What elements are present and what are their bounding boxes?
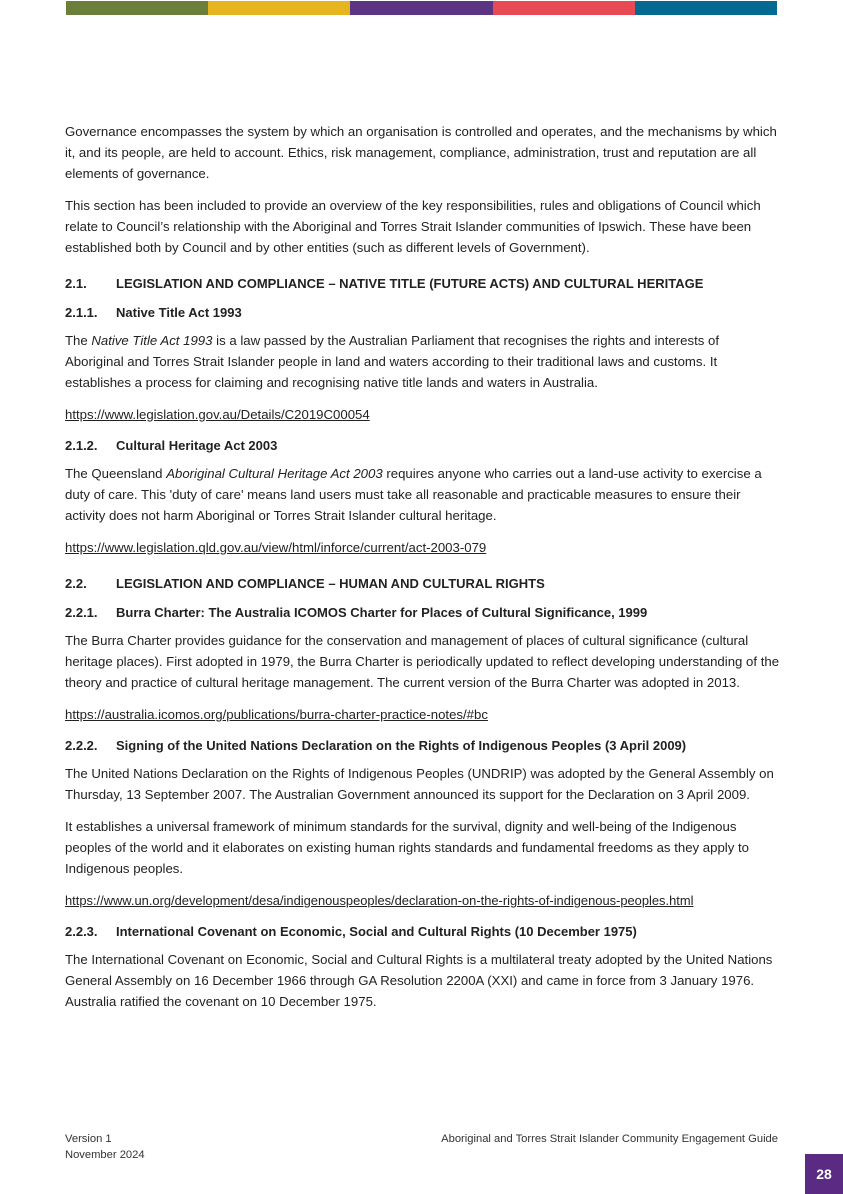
footer-date: November 2024 — [65, 1149, 145, 1161]
subsection-heading-2-2-1 — [65, 603, 780, 623]
subsection-title: Cultural Heritage Act 2003 — [116, 438, 278, 453]
subsection-number: 2.2.1. — [65, 605, 98, 620]
color-bar-segment — [635, 1, 777, 15]
section-title: LEGISLATION AND COMPLIANCE – NATIVE TITLE (FUTURE ACTS) AND CULTURAL HERITAGE — [116, 276, 704, 291]
subsection-number: 2.1.2. — [65, 438, 98, 453]
body-paragraph: The Burra Charter provides guidance for the conservation and management of places of cultural significance (cultural heritage places). First adopted in 1979, the Burra Charter is periodically updated to reflect developing understanding of the theory and practice of cultural heritage management. The current version of the Burra Charter was adopted in 2013. — [65, 633, 780, 690]
section-title: LEGISLATION AND COMPLIANCE – HUMAN AND CULTURAL RIGHTS — [116, 576, 545, 591]
footer-guide-title: Aboriginal and Torres Strait Islander Community Engagement Guide — [441, 1133, 778, 1145]
body-paragraph: The Queensland Aboriginal Cultural Heritage Act 2003 requires anyone who carries out a land-use activity to exercise a duty of care. This 'duty of care' means land users must take all reasonable and practicable measures to ensure their activity does not harm Aboriginal or Torres Strait Islander cultural heritage. — [65, 466, 762, 523]
native-title-act-link[interactable]: https://www.legislation.gov.au/Details/C2019C00054 — [65, 407, 370, 422]
subsection-heading-2-2-3 — [65, 922, 780, 942]
body-paragraph: It establishes a universal framework of minimum standards for the survival, dignity and well-being of the Indigenous peoples of the world and it elaborates on existing human rights standards and fundamental freedoms as they apply to Indigenous peoples. — [65, 819, 749, 876]
subsection-heading-2-1-2 — [65, 436, 780, 456]
body-paragraph: The Native Title Act 1993 is a law passed by the Australian Parliament that recognises the rights and interests of Aboriginal and Torres Strait Islander people in land and waters according to their traditional laws and customs. It establishes a process for claiming and recognising native title lands and waters in Australia. — [65, 333, 719, 390]
body-paragraph: The International Covenant on Economic, Social and Cultural Rights is a multilateral treaty adopted by the United Nations General Assembly on 16 December 1966 through GA Resolution 2200A (XXI) and came in force from 3 January 1976. Australia ratified the covenant on 10 December 1975. — [65, 952, 773, 1009]
body-paragraph: The United Nations Declaration on the Rights of Indigenous Peoples (UNDRIP) was adopted by the General Assembly on Thursday, 13 September 2007. The Australian Government announced its support for the Declaration on 3 April 2009. — [65, 766, 774, 802]
subsection-title: International Covenant on Economic, Social and Cultural Rights (10 December 1975) — [116, 924, 637, 939]
color-bar-segment — [66, 1, 208, 15]
color-bar-segment — [350, 1, 492, 15]
burra-charter-link[interactable]: https://australia.icomos.org/publications/burra-charter-practice-notes/#bc — [65, 707, 488, 722]
subsection-heading-2-1-1 — [65, 303, 780, 323]
page-content — [65, 121, 780, 1023]
cultural-heritage-act-link[interactable]: https://www.legislation.qld.gov.au/view/html/inforce/current/act-2003-079 — [65, 540, 487, 555]
footer-version-info — [65, 1131, 145, 1163]
header-color-bar — [66, 1, 777, 15]
intro-paragraph: Governance encompasses the system by which an organisation is controlled and operates, and the mechanisms by which it, and its people, are held to account. Ethics, risk management, compliance, administration, trust and reputation are all elements of governance. — [65, 124, 777, 181]
subsection-number: 2.1.1. — [65, 305, 98, 320]
color-bar-segment — [208, 1, 350, 15]
section-number: 2.1. — [65, 276, 87, 291]
undrip-link[interactable]: https://www.un.org/development/desa/indigenouspeoples/declaration-on-the-rights-of-indigenous-peoples.html — [65, 893, 694, 908]
intro-paragraph: This section has been included to provide an overview of the key responsibilities, rules and obligations of Council which relate to Council’s relationship with the Aboriginal and Torres Strait Islander communities of Ipswich. These have been established both by Council and by other entities (such as different levels of Government). — [65, 198, 761, 255]
footer-version: Version 1 — [65, 1133, 112, 1145]
color-bar-segment — [493, 1, 635, 15]
subsection-title: Burra Charter: The Australia ICOMOS Charter for Places of Cultural Significance, 1999 — [116, 605, 648, 620]
subsection-number: 2.2.3. — [65, 924, 98, 939]
subsection-heading-2-2-2 — [65, 736, 780, 756]
section-heading-2-2 — [65, 574, 780, 594]
page-number-badge: 28 — [805, 1154, 843, 1194]
section-number: 2.2. — [65, 576, 87, 591]
section-heading-2-1 — [65, 274, 780, 294]
subsection-title: Signing of the United Nations Declaration on the Rights of Indigenous Peoples (3 April 2009) — [116, 738, 687, 753]
subsection-number: 2.2.2. — [65, 738, 98, 753]
subsection-title: Native Title Act 1993 — [116, 305, 242, 320]
